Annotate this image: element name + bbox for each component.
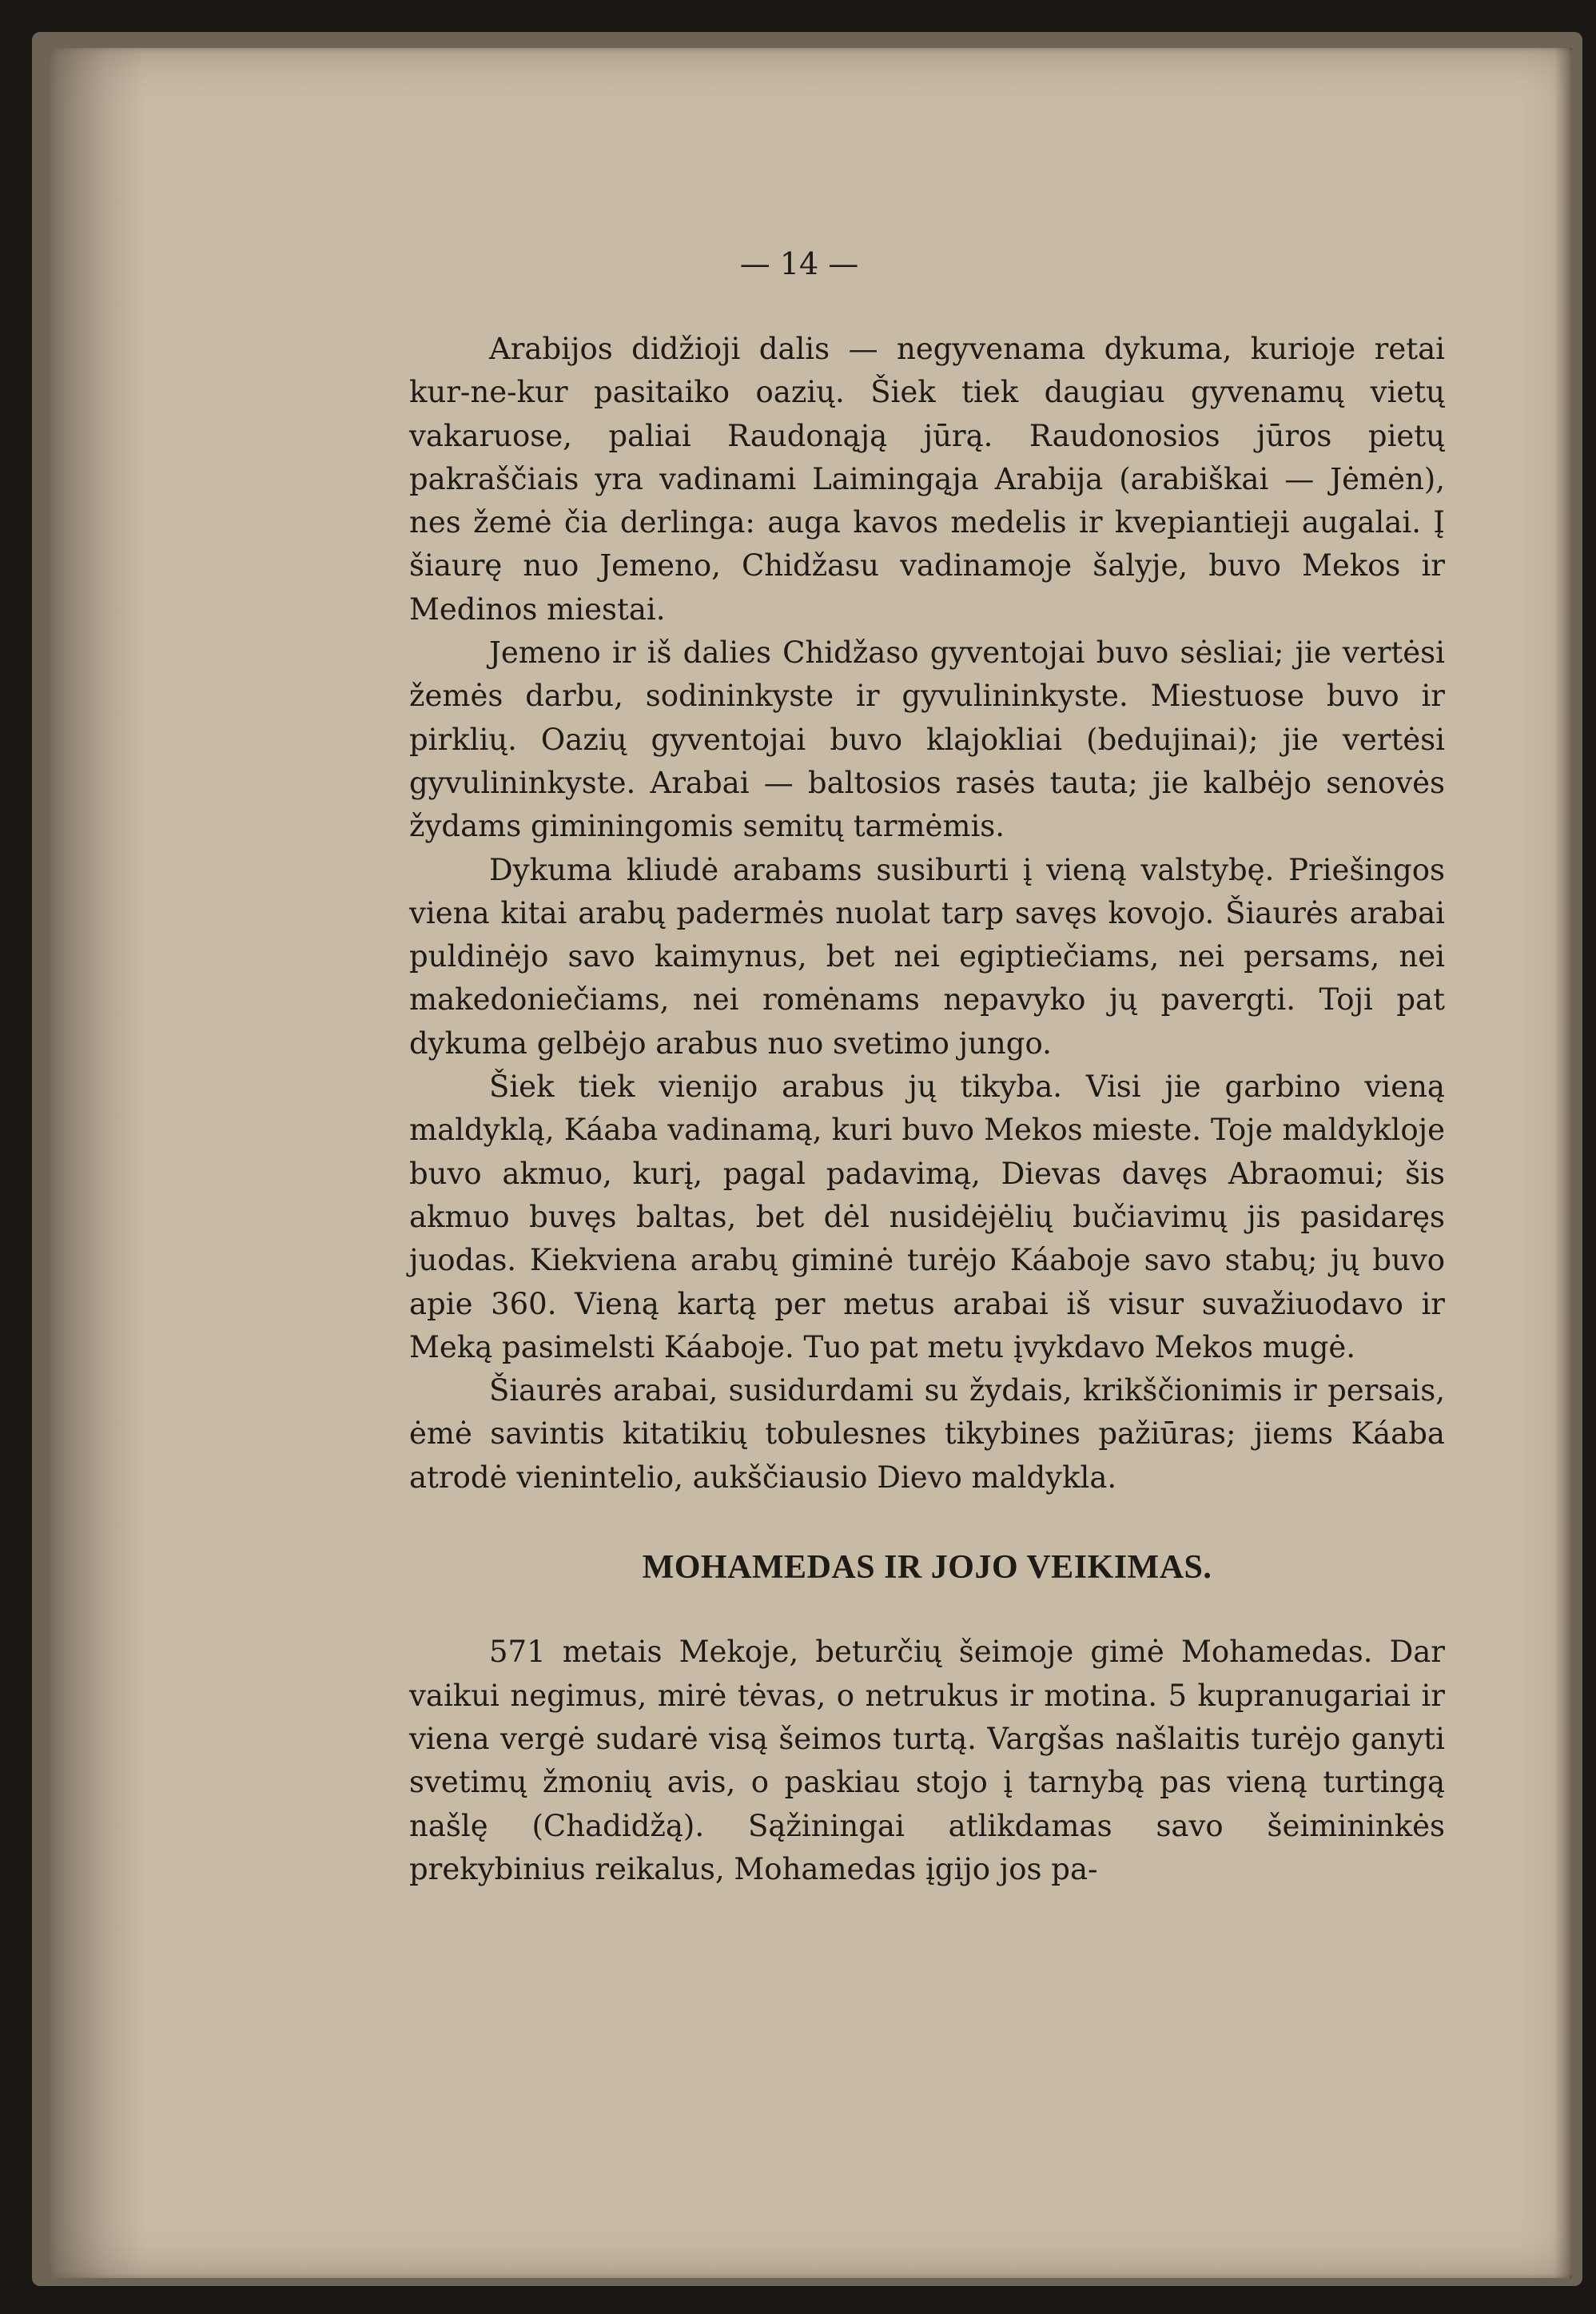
paragraph: Šiaurės arabai, susidurdami su žydais, krikščionimis ir persais, ėmė savintis kitatikių tobulesnes tikybines pažiūras; jiems Káaba atrodė vienintelio, aukščiausio Dievo maldykla. <box>409 1373 1445 1495</box>
paragraph: Dykuma kliudė arabams susiburti į vieną valstybę. Priešingos viena kitai arabų padermės nuolat tarp savęs kovojo. Šiaurės arabai puldinėjo savo kaimynus, bet nei egiptiečiams, nei persams, nei makedoniečiams, nei romėnams nepavyko jų pavergti. Toji pat dykuma gelbėjo arabus nuo svetimo jungo. <box>409 852 1445 1061</box>
page-number: — 14 — <box>739 246 859 281</box>
paragraph: 571 metais Mekoje, beturčių šeimoje gimė Mohamedas. Dar vaikui negimus, mirė tėvas, o netrukus ir motina. 5 kupranugariai ir viena vergė sudarė visą šeimos turtą. Vargšas našlaitis turėjo ganyti svetimų žmonių avis, o paskiau stojo į tarnybą pas vieną turtingą našlę (Chadidžą). Sąžiningai atlikdamas savo šeimininkės prekybinius reikalus, Mohamedas įgijo jos pa- <box>409 1635 1445 1886</box>
body-text <box>409 240 1445 1891</box>
page-right-edge <box>1554 48 1572 2278</box>
paragraph: Jemeno ir iš dalies Chidžaso gyventojai buvo sėsliai; jie vertėsi žemės darbu, sodininkyste ir gyvulininkyste. Miestuose buvo ir pirklių. Oazių gyventojai buvo klajokliai (bedujinai); jie vertėsi gyvulininkyste. Arabai — baltosios rasės tauta; jie kalbėjo senovės žydams giminingomis semitų tarmėmis. <box>409 635 1445 844</box>
paragraph: Šiek tiek vienijo arabus jų tikyba. Visi jie garbino vieną maldyklą, Káaba vadinamą, kuri buvo Mekos mieste. Toje maldykloje buvo akmuo, kurį, pagal padavimą, Dievas davęs Abraomui; šis akmuo buvęs baltas, bet dėl nusidėjėlių bučiavimų jis pasidaręs juodas. Kiekviena arabų giminė turėjo Káaboje savo stabų; jų buvo apie 360. Vieną kartą per metus arabai iš visur suvažiuodavo ir Meką pasimelsti Káaboje. Tuo pat metu įvykdavo Mekos mugė. <box>409 1069 1445 1364</box>
paragraph: Arabijos didžioji dalis — negyvenama dykuma, kurioje retai kur-ne-kur pasitaiko oazių. Šiek tiek daugiau gyvenamų vietų vakaruose, paliai Raudonąją jūrą. Raudonosios jūros pietų pakraščiais yra vadinami Laimingąja Arabija (arabiškai — Jėmėn), nes žemė čia derlinga: auga kavos medelis ir kvepiantieji augalai. Į šiaurę nuo Jemeno, Chidžasu vadinamoje šalyje, buvo Mekos ir Medinos miestai. <box>409 332 1445 627</box>
section-heading: MOHAMEDAS IR JOJO VEIKIMAS. <box>642 1549 1212 1587</box>
page-gutter-shadow <box>50 48 145 2278</box>
